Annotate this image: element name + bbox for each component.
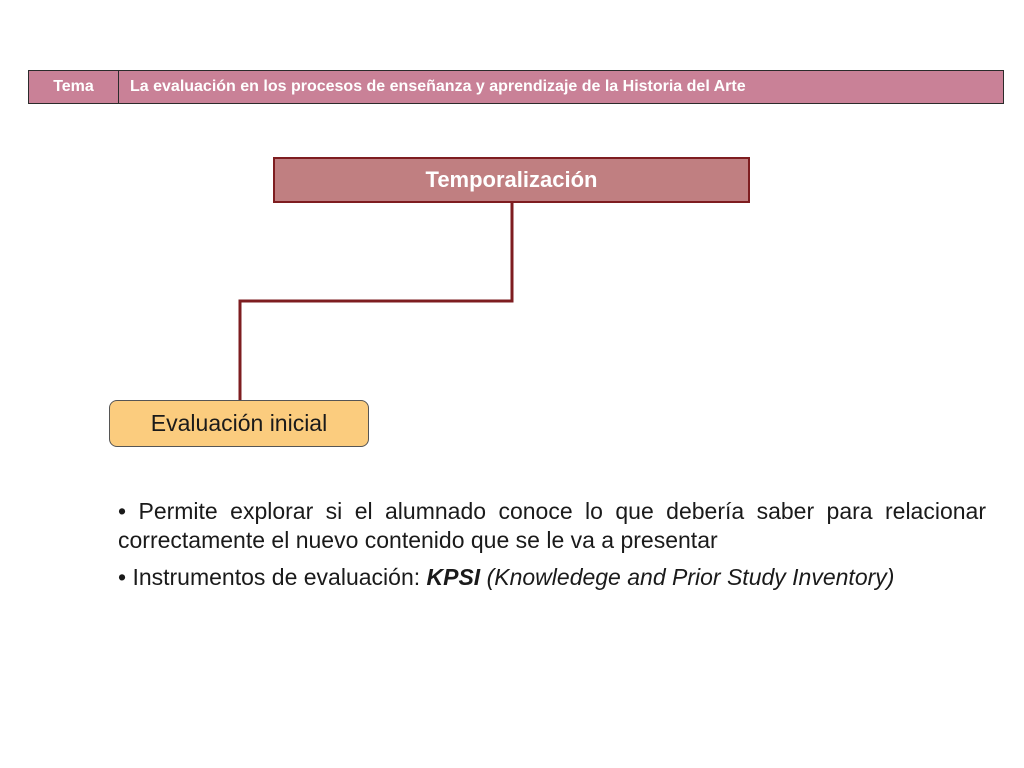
bullet-list bbox=[118, 497, 986, 600]
kpsi-expansion: (Knowledege and Prior Study Inventory) bbox=[480, 564, 895, 590]
bullet-prefix: Instrumentos de evaluación: bbox=[132, 564, 427, 590]
topic-header-table bbox=[28, 70, 1004, 104]
temporalizacion-node: Temporalización bbox=[273, 157, 750, 203]
bullet-item-description bbox=[118, 497, 986, 555]
bullet-marker: • bbox=[118, 498, 127, 524]
bullet-text: Permite explorar si el alumnado conoce lo que debería saber para relacionar correctamente el nuevo contenido que se le va a presentar bbox=[118, 498, 986, 553]
topic-label-cell: Tema bbox=[29, 71, 119, 103]
evaluacion-inicial-node: Evaluación inicial bbox=[109, 400, 369, 447]
topic-title-cell: La evaluación en los procesos de enseñanza y aprendizaje de la Historia del Arte bbox=[119, 71, 1003, 103]
bullet-marker: • bbox=[118, 564, 127, 590]
connector-line bbox=[240, 203, 512, 400]
bullet-item-instruments bbox=[118, 563, 986, 592]
kpsi-acronym: KPSI bbox=[426, 564, 481, 590]
